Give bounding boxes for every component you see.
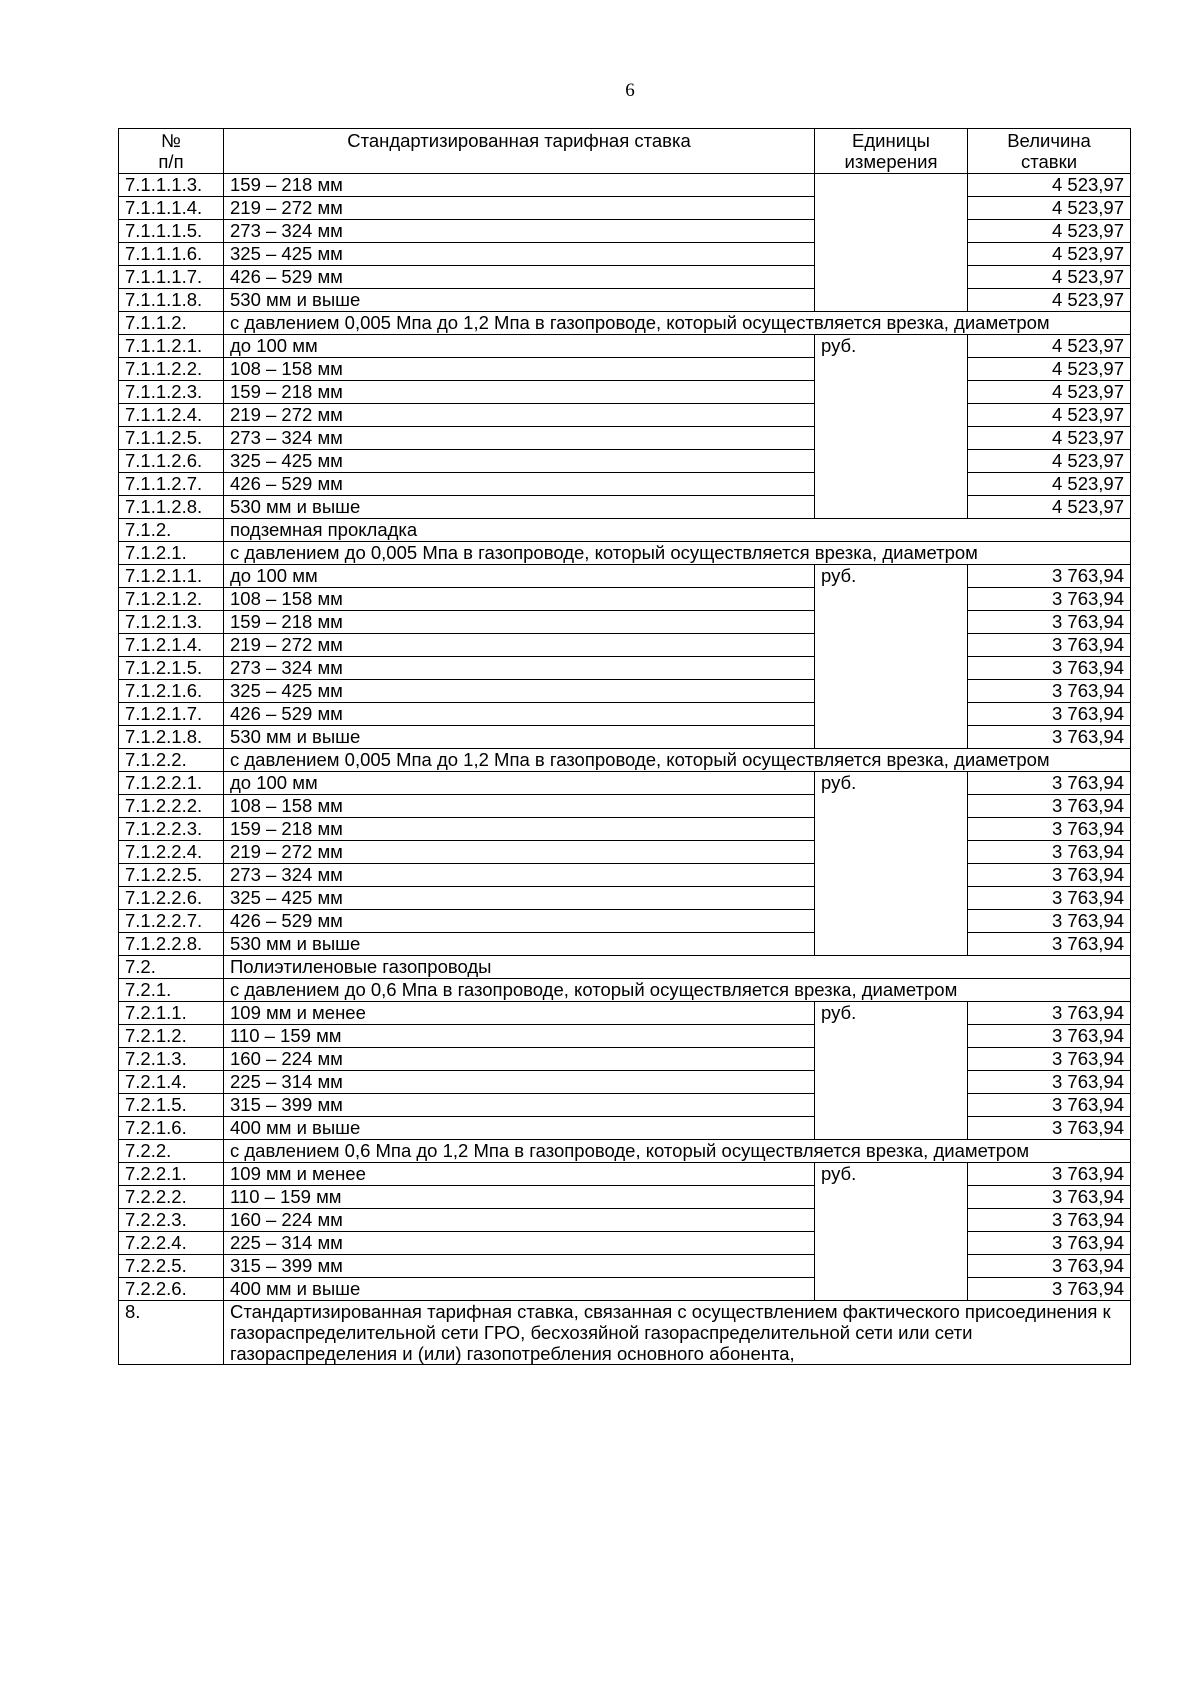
row-number: 7.2.2.6.: [119, 1278, 224, 1301]
header-name: Стандартизированная тарифная ставка: [224, 129, 815, 174]
table-row: [119, 450, 1131, 473]
row-number: 7.1.2.2.5.: [119, 864, 224, 887]
row-name: 108 – 158 мм: [224, 588, 815, 611]
row-unit: руб.: [815, 565, 968, 749]
section-title: Полиэтиленовые газопроводы: [224, 956, 1131, 979]
row-number: 7.1.1.2.8.: [119, 496, 224, 519]
row-value: 4 523,97: [968, 404, 1131, 427]
row-name: 219 – 272 мм: [224, 634, 815, 657]
row-number: 7.1.2.1.5.: [119, 657, 224, 680]
row-name: 315 – 399 мм: [224, 1094, 815, 1117]
row-value: 3 763,94: [968, 634, 1131, 657]
row-number: 7.1.2.1.6.: [119, 680, 224, 703]
row-name: 273 – 324 мм: [224, 657, 815, 680]
row-number: 7.2.1.: [119, 979, 224, 1002]
row-name: 315 – 399 мм: [224, 1255, 815, 1278]
row-name: 325 – 425 мм: [224, 450, 815, 473]
row-value: 3 763,94: [968, 1278, 1131, 1301]
table-row: [119, 864, 1131, 887]
table-row: [119, 174, 1131, 197]
row-number: 7.1.2.1.: [119, 542, 224, 565]
row-value: 3 763,94: [968, 772, 1131, 795]
row-value: 3 763,94: [968, 1048, 1131, 1071]
table-row: [119, 1278, 1131, 1301]
row-value: 3 763,94: [968, 933, 1131, 956]
row-value: 3 763,94: [968, 1255, 1131, 1278]
section-title: с давлением 0,005 Мпа до 1,2 Мпа в газопроводе, который осуществляется врезка, диаметром: [224, 312, 1131, 335]
row-value: 4 523,97: [968, 289, 1131, 312]
row-value: 3 763,94: [968, 910, 1131, 933]
row-value: 3 763,94: [968, 1232, 1131, 1255]
section-row: [119, 979, 1131, 1002]
row-number: 7.1.1.2.6.: [119, 450, 224, 473]
row-name: 400 мм и выше: [224, 1278, 815, 1301]
table-row: [119, 496, 1131, 519]
row-name: 159 – 218 мм: [224, 611, 815, 634]
row-value: 4 523,97: [968, 427, 1131, 450]
row-number: 7.1.2.1.2.: [119, 588, 224, 611]
row-value: 4 523,97: [968, 381, 1131, 404]
row-name: 160 – 224 мм: [224, 1048, 815, 1071]
row-number: 7.1.2.1.7.: [119, 703, 224, 726]
row-value: 3 763,94: [968, 680, 1131, 703]
table-row: [119, 358, 1131, 381]
row-name: 160 – 224 мм: [224, 1209, 815, 1232]
row-number: 7.2.2.4.: [119, 1232, 224, 1255]
row-value: 3 763,94: [968, 795, 1131, 818]
row-value: 3 763,94: [968, 1163, 1131, 1186]
row-value: 3 763,94: [968, 703, 1131, 726]
row-number: 7.1.2.2.6.: [119, 887, 224, 910]
row-name: 273 – 324 мм: [224, 427, 815, 450]
row-name: 530 мм и выше: [224, 726, 815, 749]
row-number: 7.1.2.2.8.: [119, 933, 224, 956]
row-value: 4 523,97: [968, 220, 1131, 243]
row-number: 7.1.1.1.8.: [119, 289, 224, 312]
row-value: 3 763,94: [968, 565, 1131, 588]
row-name: 426 – 529 мм: [224, 703, 815, 726]
row-unit: [815, 174, 968, 312]
table-row: [119, 197, 1131, 220]
row-number: 7.1.1.1.7.: [119, 266, 224, 289]
table-row: [119, 772, 1131, 795]
row-number: 7.1.1.2.7.: [119, 473, 224, 496]
tariff-table: [118, 128, 1131, 1365]
row-number: 7.1.2.2.1.: [119, 772, 224, 795]
row-name: 159 – 218 мм: [224, 818, 815, 841]
section-title: с давлением до 0,005 Мпа в газопроводе, который осуществляется врезка, диаметром: [224, 542, 1131, 565]
row-name: 530 мм и выше: [224, 933, 815, 956]
table-row: [119, 680, 1131, 703]
section-title: подземная прокладка: [224, 519, 1131, 542]
section-row: [119, 749, 1131, 772]
row-value: 3 763,94: [968, 1209, 1131, 1232]
row-name: 110 – 159 мм: [224, 1186, 815, 1209]
row-number: 7.2.2.2.: [119, 1186, 224, 1209]
row-value: 4 523,97: [968, 496, 1131, 519]
row-name: 109 мм и менее: [224, 1002, 815, 1025]
row-value: 4 523,97: [968, 473, 1131, 496]
row-value: 4 523,97: [968, 243, 1131, 266]
row-name: до 100 мм: [224, 565, 815, 588]
row-value: 3 763,94: [968, 588, 1131, 611]
row-number: 7.1.1.2.2.: [119, 358, 224, 381]
table-row: [119, 1117, 1131, 1140]
row-name: 426 – 529 мм: [224, 266, 815, 289]
row-number: 7.2.1.2.: [119, 1025, 224, 1048]
row-number: 7.2.1.5.: [119, 1094, 224, 1117]
section-title: с давлением 0,6 Мпа до 1,2 Мпа в газопроводе, который осуществляется врезка, диаметром: [224, 1140, 1131, 1163]
row-value: 3 763,94: [968, 887, 1131, 910]
row-number: 7.2.2.3.: [119, 1209, 224, 1232]
table-body: [119, 174, 1131, 1365]
row-number: 7.1.2.2.3.: [119, 818, 224, 841]
row-number: 7.1.1.1.6.: [119, 243, 224, 266]
row-value: 3 763,94: [968, 657, 1131, 680]
section-row: [119, 542, 1131, 565]
table-row: [119, 565, 1131, 588]
row-value: 3 763,94: [968, 1002, 1131, 1025]
section-row: [119, 956, 1131, 979]
section-title: с давлением 0,005 Мпа до 1,2 Мпа в газопроводе, который осуществляется врезка, диаметром: [224, 749, 1131, 772]
row-number: 7.2.2.: [119, 1140, 224, 1163]
row-value: 4 523,97: [968, 335, 1131, 358]
table-row: [119, 910, 1131, 933]
table-row: [119, 588, 1131, 611]
row-value: 3 763,94: [968, 1071, 1131, 1094]
table-row: [119, 634, 1131, 657]
row-name: 530 мм и выше: [224, 289, 815, 312]
table-row: [119, 266, 1131, 289]
table-row: [119, 818, 1131, 841]
row-number: 7.1.1.2.5.: [119, 427, 224, 450]
row-number: 7.2.1.4.: [119, 1071, 224, 1094]
table-row: [119, 1094, 1131, 1117]
table-row: [119, 243, 1131, 266]
row-name: 426 – 529 мм: [224, 910, 815, 933]
row-name: 400 мм и выше: [224, 1117, 815, 1140]
table-row: [119, 427, 1131, 450]
row-number: 7.1.1.2.1.: [119, 335, 224, 358]
row-name: до 100 мм: [224, 335, 815, 358]
row-name: 325 – 425 мм: [224, 243, 815, 266]
row-name: 159 – 218 мм: [224, 174, 815, 197]
table-row: [119, 611, 1131, 634]
row-name: 108 – 158 мм: [224, 358, 815, 381]
row-number: 7.1.2.2.: [119, 749, 224, 772]
row-unit: руб.: [815, 1163, 968, 1301]
row-unit: руб.: [815, 335, 968, 519]
table-row: [119, 887, 1131, 910]
section-row: [119, 519, 1131, 542]
row-number: 7.2.2.1.: [119, 1163, 224, 1186]
row-number: 7.1.1.1.3.: [119, 174, 224, 197]
section-row: [119, 1301, 1131, 1365]
row-number: 7.2.: [119, 956, 224, 979]
row-value: 3 763,94: [968, 1094, 1131, 1117]
header-value: Величина ставки: [968, 129, 1131, 174]
row-number: 7.1.2.1.8.: [119, 726, 224, 749]
row-name: 108 – 158 мм: [224, 795, 815, 818]
table-row: [119, 1232, 1131, 1255]
table-row: [119, 933, 1131, 956]
row-name: 219 – 272 мм: [224, 197, 815, 220]
row-name: 219 – 272 мм: [224, 404, 815, 427]
row-number: 7.1.1.1.5.: [119, 220, 224, 243]
row-name: 109 мм и менее: [224, 1163, 815, 1186]
section-row: [119, 312, 1131, 335]
row-number: 8.: [119, 1301, 224, 1365]
row-name: 273 – 324 мм: [224, 220, 815, 243]
row-name: 325 – 425 мм: [224, 887, 815, 910]
table-row: [119, 657, 1131, 680]
table-row: [119, 703, 1131, 726]
row-number: 7.2.1.6.: [119, 1117, 224, 1140]
row-name: 110 – 159 мм: [224, 1025, 815, 1048]
row-name: 273 – 324 мм: [224, 864, 815, 887]
table-row: [119, 381, 1131, 404]
table-row: [119, 404, 1131, 427]
table-row: [119, 841, 1131, 864]
row-number: 7.2.2.5.: [119, 1255, 224, 1278]
row-number: 7.1.2.2.7.: [119, 910, 224, 933]
section-row: [119, 1140, 1131, 1163]
table-header-row: [119, 129, 1131, 174]
row-number: 7.1.2.1.3.: [119, 611, 224, 634]
row-value: 3 763,94: [968, 818, 1131, 841]
row-name: до 100 мм: [224, 772, 815, 795]
table-row: [119, 1163, 1131, 1186]
row-number: 7.1.1.1.4.: [119, 197, 224, 220]
row-number: 7.1.2.1.4.: [119, 634, 224, 657]
table-row: [119, 473, 1131, 496]
row-number: 7.1.2.: [119, 519, 224, 542]
row-value: 3 763,94: [968, 864, 1131, 887]
table-row: [119, 726, 1131, 749]
row-number: 7.1.1.2.3.: [119, 381, 224, 404]
row-number: 7.2.1.3.: [119, 1048, 224, 1071]
row-value: 4 523,97: [968, 358, 1131, 381]
row-name: 426 – 529 мм: [224, 473, 815, 496]
page-number: 6: [625, 80, 635, 101]
row-value: 3 763,94: [968, 1025, 1131, 1048]
row-value: 3 763,94: [968, 611, 1131, 634]
table-row: [119, 1255, 1131, 1278]
table-row: [119, 795, 1131, 818]
row-value: 4 523,97: [968, 450, 1131, 473]
row-value: 3 763,94: [968, 1117, 1131, 1140]
row-name: 325 – 425 мм: [224, 680, 815, 703]
row-unit: руб.: [815, 1002, 968, 1140]
table-row: [119, 220, 1131, 243]
row-number: 7.1.2.2.2.: [119, 795, 224, 818]
row-number: 7.2.1.1.: [119, 1002, 224, 1025]
table-row: [119, 1002, 1131, 1025]
row-name: 225 – 314 мм: [224, 1232, 815, 1255]
table-row: [119, 1071, 1131, 1094]
row-value: 4 523,97: [968, 197, 1131, 220]
header-unit: Единицы измерения: [815, 129, 968, 174]
row-name: 159 – 218 мм: [224, 381, 815, 404]
section-title: с давлением до 0,6 Мпа в газопроводе, который осуществляется врезка, диаметром: [224, 979, 1131, 1002]
row-name: 219 – 272 мм: [224, 841, 815, 864]
table-row: [119, 1025, 1131, 1048]
row-value: 3 763,94: [968, 1186, 1131, 1209]
row-unit: руб.: [815, 772, 968, 956]
section-title: Стандартизированная тарифная ставка, связанная с осуществлением фактического присоединения к газораспределительной сети ГРО, бесхозяйной газораспределительной сети или сети газораспределения и (или) газопотребления основного абонента,: [224, 1301, 1131, 1365]
table-row: [119, 335, 1131, 358]
row-value: 3 763,94: [968, 726, 1131, 749]
row-value: 3 763,94: [968, 841, 1131, 864]
table-row: [119, 1048, 1131, 1071]
row-number: 7.1.1.2.4.: [119, 404, 224, 427]
table-row: [119, 289, 1131, 312]
row-name: 225 – 314 мм: [224, 1071, 815, 1094]
table-row: [119, 1186, 1131, 1209]
row-name: 530 мм и выше: [224, 496, 815, 519]
table-row: [119, 1209, 1131, 1232]
row-number: 7.1.2.2.4.: [119, 841, 224, 864]
header-num: № п/п: [119, 129, 224, 174]
row-value: 4 523,97: [968, 266, 1131, 289]
row-value: 4 523,97: [968, 174, 1131, 197]
row-number: 7.1.2.1.1.: [119, 565, 224, 588]
row-number: 7.1.1.2.: [119, 312, 224, 335]
